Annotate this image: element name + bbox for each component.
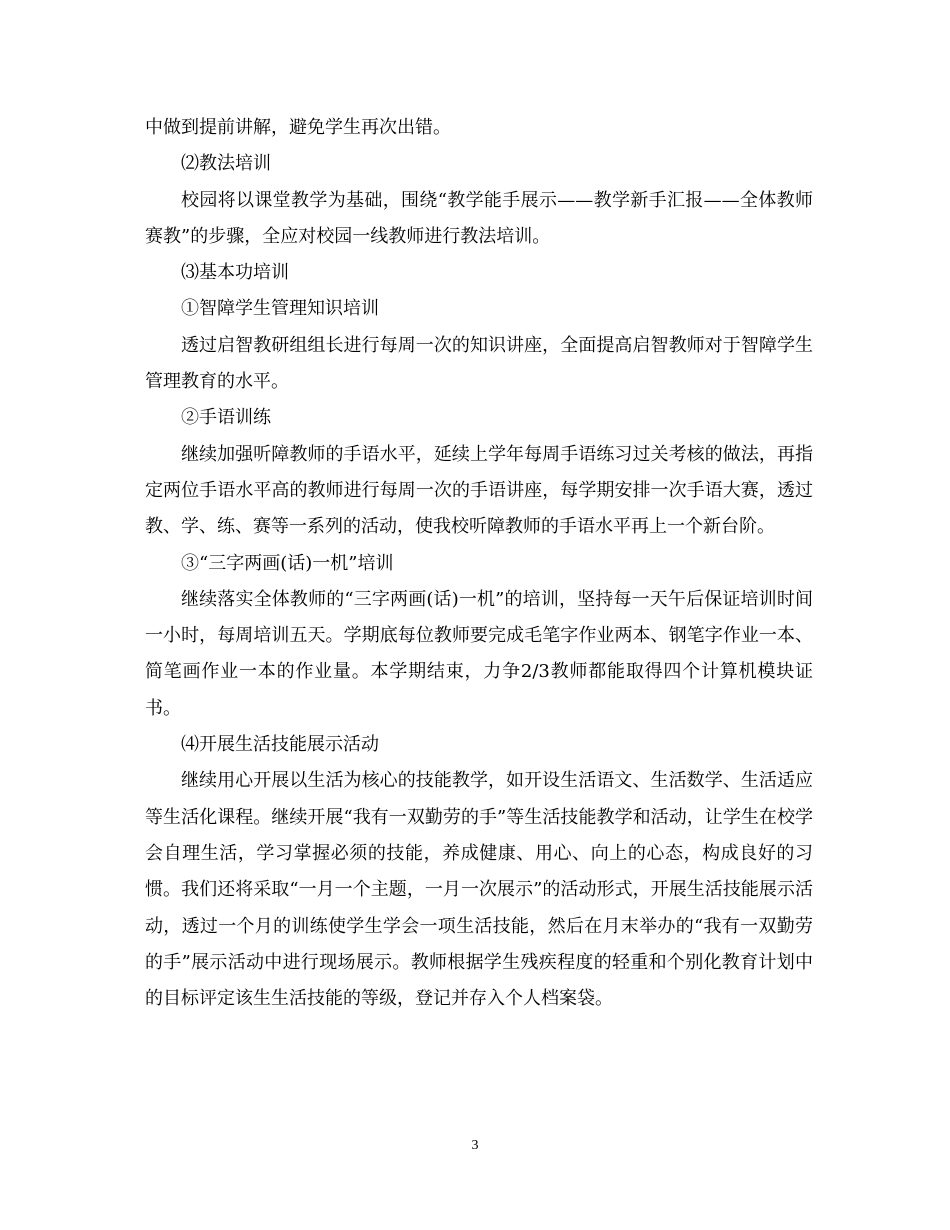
- paragraph-continuation: 中做到提前讲解，避免学生再次出错。: [145, 117, 451, 138]
- heading-sign-language-training: ②手语训练: [181, 407, 271, 429]
- paragraph-life-skills: 继续用心开展以生活为核心的技能教学，如开设生活语文、生活数学、生活适应等生活化课程。继续开展“我有一双勤劳的手”等生活技能教学和活动，让学生在校学会自理生活，学习掌握必须的技能，养成健康、用心、向上的心态，构成良好的习惯。我们还将采取“一月一个主题，一月一次展示”的活动形式，开展生活技能展示活动，透过一个月的训练使学生学会一项生活技能，然后在月末举办的“我有一双勤劳的手”展示活动中进行现场展示。教师根据学生残疾程度的轻重和个别化教育计划中的目标评定该生生活技能的等级，登记并存入个人档案袋。: [145, 770, 813, 1010]
- paragraph-sign-language: 继续加强听障教师的手语水平，延续上学年每周手语练习过关考核的做法，再指定两位手语水平高的教师进行每周一次的手语讲座，每学期安排一次手语大赛，透过教、学、练、赛等一系列的活动，使我校听障教师的手语水平再上一个新台阶。: [145, 443, 813, 538]
- document-body: [145, 110, 813, 1017]
- heading-teaching-method-training: ⑵教法培训: [181, 153, 271, 175]
- heading-three-words-training: ③“三字两画(话)一机”培训: [181, 552, 394, 574]
- paragraph-teaching-method: 校园将以课堂教学为基础，围绕“教学能手展示——教学新手汇报——全体教师赛教”的步骤，全应对校园一线教师进行教法培训。: [145, 189, 813, 247]
- paragraph-three-words: 继续落实全体教师的“三字两画(话)一机”的培训，坚持每一天午后保证培训时间一小时，每周培训五天。学期底每位教师要完成毛笔字作业两本、钢笔字作业一本、简笔画作业一本的作业量。本学期结束，力争2/3教师都能取得四个计算机模块证书。: [145, 588, 813, 719]
- paragraph-intellectual-disability: 透过启智教研组组长进行每周一次的知识讲座，全面提高启智教师对于智障学生管理教育的水平。: [145, 334, 813, 393]
- heading-basic-skills-training: ⑶基本功培训: [181, 262, 289, 284]
- heading-life-skills-activity: ⑷开展生活技能展示活动: [181, 734, 379, 756]
- page-number: 3: [471, 1138, 479, 1153]
- heading-intellectual-disability-training: ①智障学生管理知识培训: [181, 298, 379, 320]
